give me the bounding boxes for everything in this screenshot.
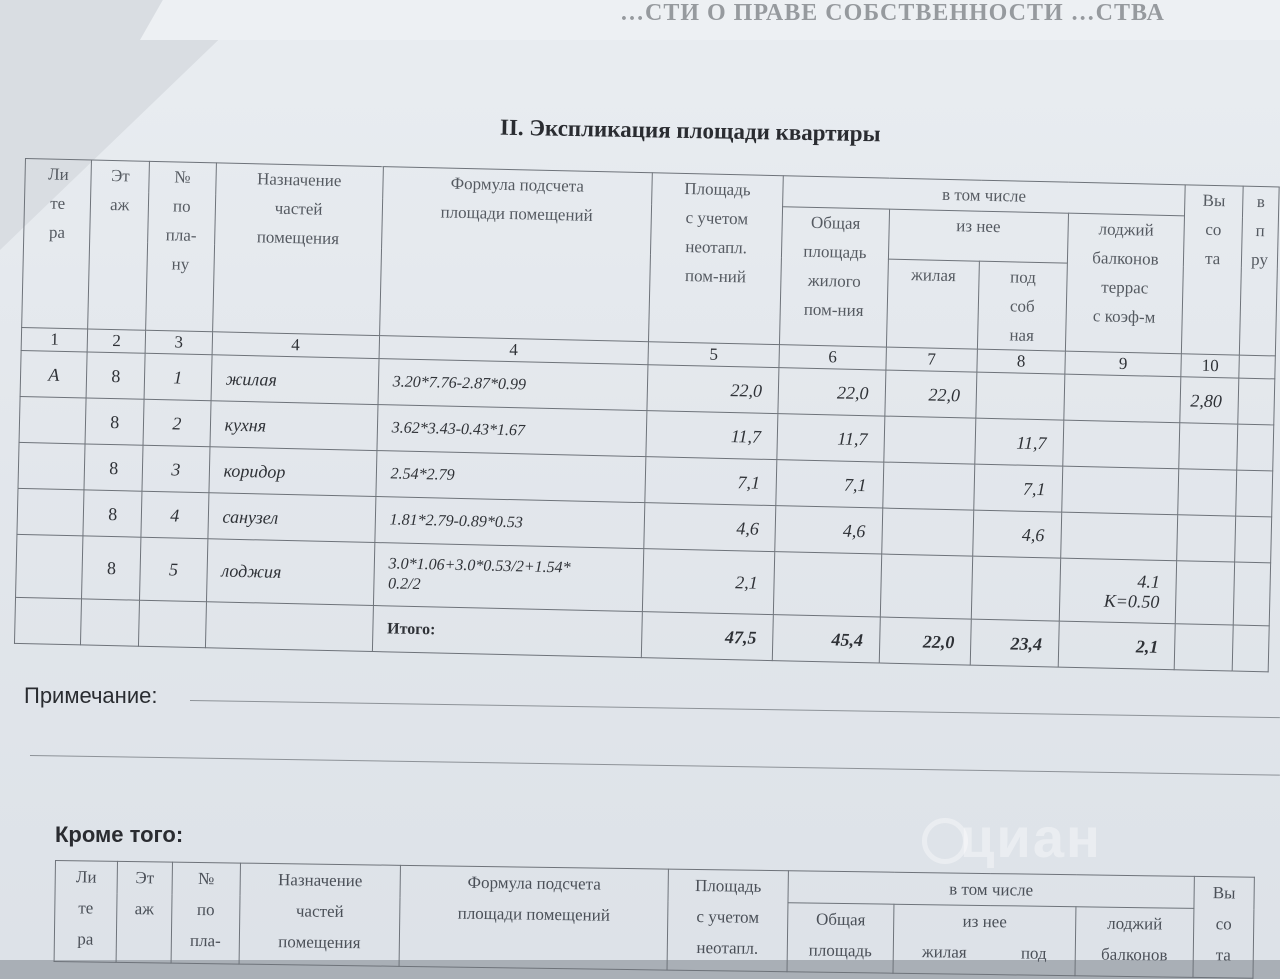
- header-ploshad: Площадь с учетом неотапл. пом-ний: [648, 173, 783, 345]
- cell-litera: А: [20, 350, 88, 397]
- cell-vysota: [1177, 515, 1236, 562]
- cell-empty: [81, 599, 140, 646]
- col-number: 2: [88, 329, 146, 353]
- cell-formula: 2.54*2.79: [376, 451, 646, 503]
- second-header-obshaya: Общая площадь: [787, 903, 894, 973]
- cell-extra: [1235, 516, 1272, 563]
- second-header-no: № по пла-: [171, 862, 240, 964]
- cell-ploshad: 7,1: [645, 457, 777, 506]
- cell-etazh: 8: [82, 536, 141, 600]
- header-formula: Формула подсчета площади помещений: [379, 167, 652, 342]
- cell-podsobnaya: [971, 556, 1060, 621]
- cell-naznachenie: санузел: [208, 493, 376, 543]
- cell-etazh: 8: [87, 352, 146, 399]
- cell-vysota: [1179, 423, 1238, 470]
- cell-obshaya: 22,0: [778, 368, 886, 416]
- cell-ploshad: 4,6: [644, 503, 776, 552]
- cell-no: 3: [142, 445, 210, 492]
- total-podsobnaya: 23,4: [970, 619, 1059, 667]
- cell-podsobnaya: 4,6: [973, 510, 1062, 558]
- cell-etazh: 8: [86, 398, 145, 445]
- second-table: [54, 860, 1255, 979]
- header-iz-nee: из нее: [888, 209, 1068, 263]
- explication-table-wrap: [14, 158, 1280, 672]
- total-lodzhii: 2,1: [1058, 621, 1176, 670]
- second-table-wrap: [54, 860, 1255, 979]
- cell-extra: [1238, 378, 1275, 425]
- cell-empty: [1232, 625, 1269, 672]
- second-header-litera: Ли те ра: [54, 861, 117, 963]
- cell-ploshad: 22,0: [647, 365, 779, 414]
- second-header-ploshad: Площадь с учетом неотапл.: [667, 869, 788, 972]
- explication-table: [14, 158, 1280, 672]
- cell-naznachenie: коридор: [209, 447, 377, 497]
- cell-extra: [1233, 562, 1270, 626]
- header-obshaya: Общая площадь жилого пом-ния: [780, 207, 890, 347]
- cell-lodzhii: [1061, 466, 1179, 515]
- header-etazh: Эт аж: [88, 160, 149, 330]
- cell-litera: [17, 488, 85, 535]
- cell-litera: [16, 534, 84, 598]
- besides-label: Кроме того:: [55, 822, 184, 847]
- cell-zhilaya: [881, 508, 974, 556]
- cell-zhilaya: [880, 554, 973, 619]
- header-naznachenie: Назначение частей помещения: [212, 163, 383, 336]
- total-zhilaya: 22,0: [879, 617, 972, 665]
- col-number: 6: [779, 345, 886, 370]
- second-header-etazh: Эт аж: [116, 861, 172, 963]
- cell-formula: 1.81*2.79-0.89*0.53: [375, 497, 645, 549]
- col-number: 4: [212, 332, 380, 359]
- cell-obshaya: 11,7: [777, 414, 885, 462]
- cell-podsobnaya: 7,1: [974, 464, 1063, 512]
- header-lodzhiy: лоджий балконов террас с коэф-м: [1065, 213, 1185, 354]
- col-number: 3: [145, 330, 212, 355]
- cell-ploshad: 11,7: [646, 411, 778, 460]
- header-v-tom-chisle: в том числе: [783, 176, 1186, 216]
- cell-no: 5: [140, 537, 208, 601]
- total-obshaya: 45,4: [772, 615, 880, 663]
- cell-lodzhii: [1064, 374, 1182, 423]
- cell-empty: [14, 597, 82, 644]
- second-header-iz-nee: из нее жилая под: [893, 904, 1076, 976]
- second-header-naznachenie: Назначение частей помещения: [239, 863, 400, 966]
- cell-etazh: 8: [84, 444, 143, 491]
- col-number: 9: [1065, 351, 1182, 377]
- page-title: II. Экспликация площади квартиры: [499, 114, 881, 147]
- header-extra-cut: в п ру: [1239, 186, 1279, 356]
- col-number: 1: [21, 327, 88, 352]
- cell-etazh: 8: [83, 490, 142, 537]
- cell-litera: [19, 396, 87, 443]
- col-number: 8: [977, 349, 1065, 374]
- header-vysota: Вы со та: [1182, 185, 1244, 355]
- cell-formula: 3.62*3.43-0.43*1.67: [377, 405, 647, 457]
- second-header-lodzhiy: лоджий балконов: [1075, 907, 1194, 978]
- cell-empty: [205, 602, 373, 652]
- cell-empty: [139, 600, 207, 647]
- header-zhilaya: жилая: [886, 259, 979, 349]
- second-header-formula: Формула подсчета площади помещений: [399, 865, 668, 970]
- col-number: 5: [648, 342, 780, 368]
- note-label: Примечание:: [24, 683, 158, 708]
- cell-naznachenie: лоджия: [206, 539, 374, 606]
- cell-extra: [1237, 424, 1274, 471]
- cell-zhilaya: [883, 416, 976, 464]
- second-header-v-tom-chisle: в том числе: [788, 871, 1194, 909]
- col-number: [1239, 355, 1275, 379]
- cell-naznachenie: жилая: [211, 355, 379, 405]
- cell-extra: [1236, 470, 1273, 517]
- second-header-vysota: Вы со та: [1193, 876, 1254, 978]
- header-litera: Ли те ра: [22, 159, 92, 329]
- total-ploshad: 47,5: [641, 612, 773, 661]
- cell-vysota: 2,80: [1180, 377, 1239, 424]
- cell-no: 2: [143, 399, 211, 446]
- cell-zhilaya: 22,0: [885, 370, 978, 418]
- cell-vysota: [1178, 469, 1237, 516]
- cell-formula: 3.20*7.76-2.87*0.99: [378, 359, 648, 411]
- header-no-po-planu: № по пла- ну: [146, 161, 216, 331]
- cell-litera: [18, 442, 86, 489]
- cell-podsobnaya: 11,7: [975, 418, 1064, 466]
- cell-lodzhii: 4.1 К=0.50: [1059, 558, 1177, 624]
- faded-header: …СТИ О ПРАВЕ СОБСТВЕННОСТИ …СТВА: [620, 0, 1165, 26]
- cell-obshaya: 7,1: [776, 460, 884, 508]
- col-number: 10: [1181, 354, 1239, 378]
- cell-obshaya: 4,6: [775, 506, 883, 554]
- cell-vysota: [1175, 561, 1234, 625]
- cell-formula: 3.0*1.06+3.0*0.53/2+1.54* 0.2/2: [373, 543, 644, 612]
- cell-empty: [1174, 624, 1233, 671]
- cell-naznachenie: кухня: [210, 401, 378, 451]
- cell-ploshad: 2,1: [642, 549, 775, 615]
- total-label: Итого:: [372, 606, 642, 658]
- watermark: циан: [960, 806, 1102, 869]
- cell-no: 1: [144, 353, 212, 400]
- col-number: 4: [379, 336, 649, 365]
- cell-zhilaya: [882, 462, 975, 510]
- cell-no: 4: [141, 491, 209, 538]
- cell-lodzhii: [1060, 512, 1178, 561]
- col-number: 7: [886, 347, 978, 372]
- cell-lodzhii: [1062, 420, 1180, 469]
- header-podsobnaya: под соб ная: [978, 261, 1068, 351]
- cell-obshaya: [773, 552, 881, 617]
- cell-podsobnaya: [976, 372, 1065, 420]
